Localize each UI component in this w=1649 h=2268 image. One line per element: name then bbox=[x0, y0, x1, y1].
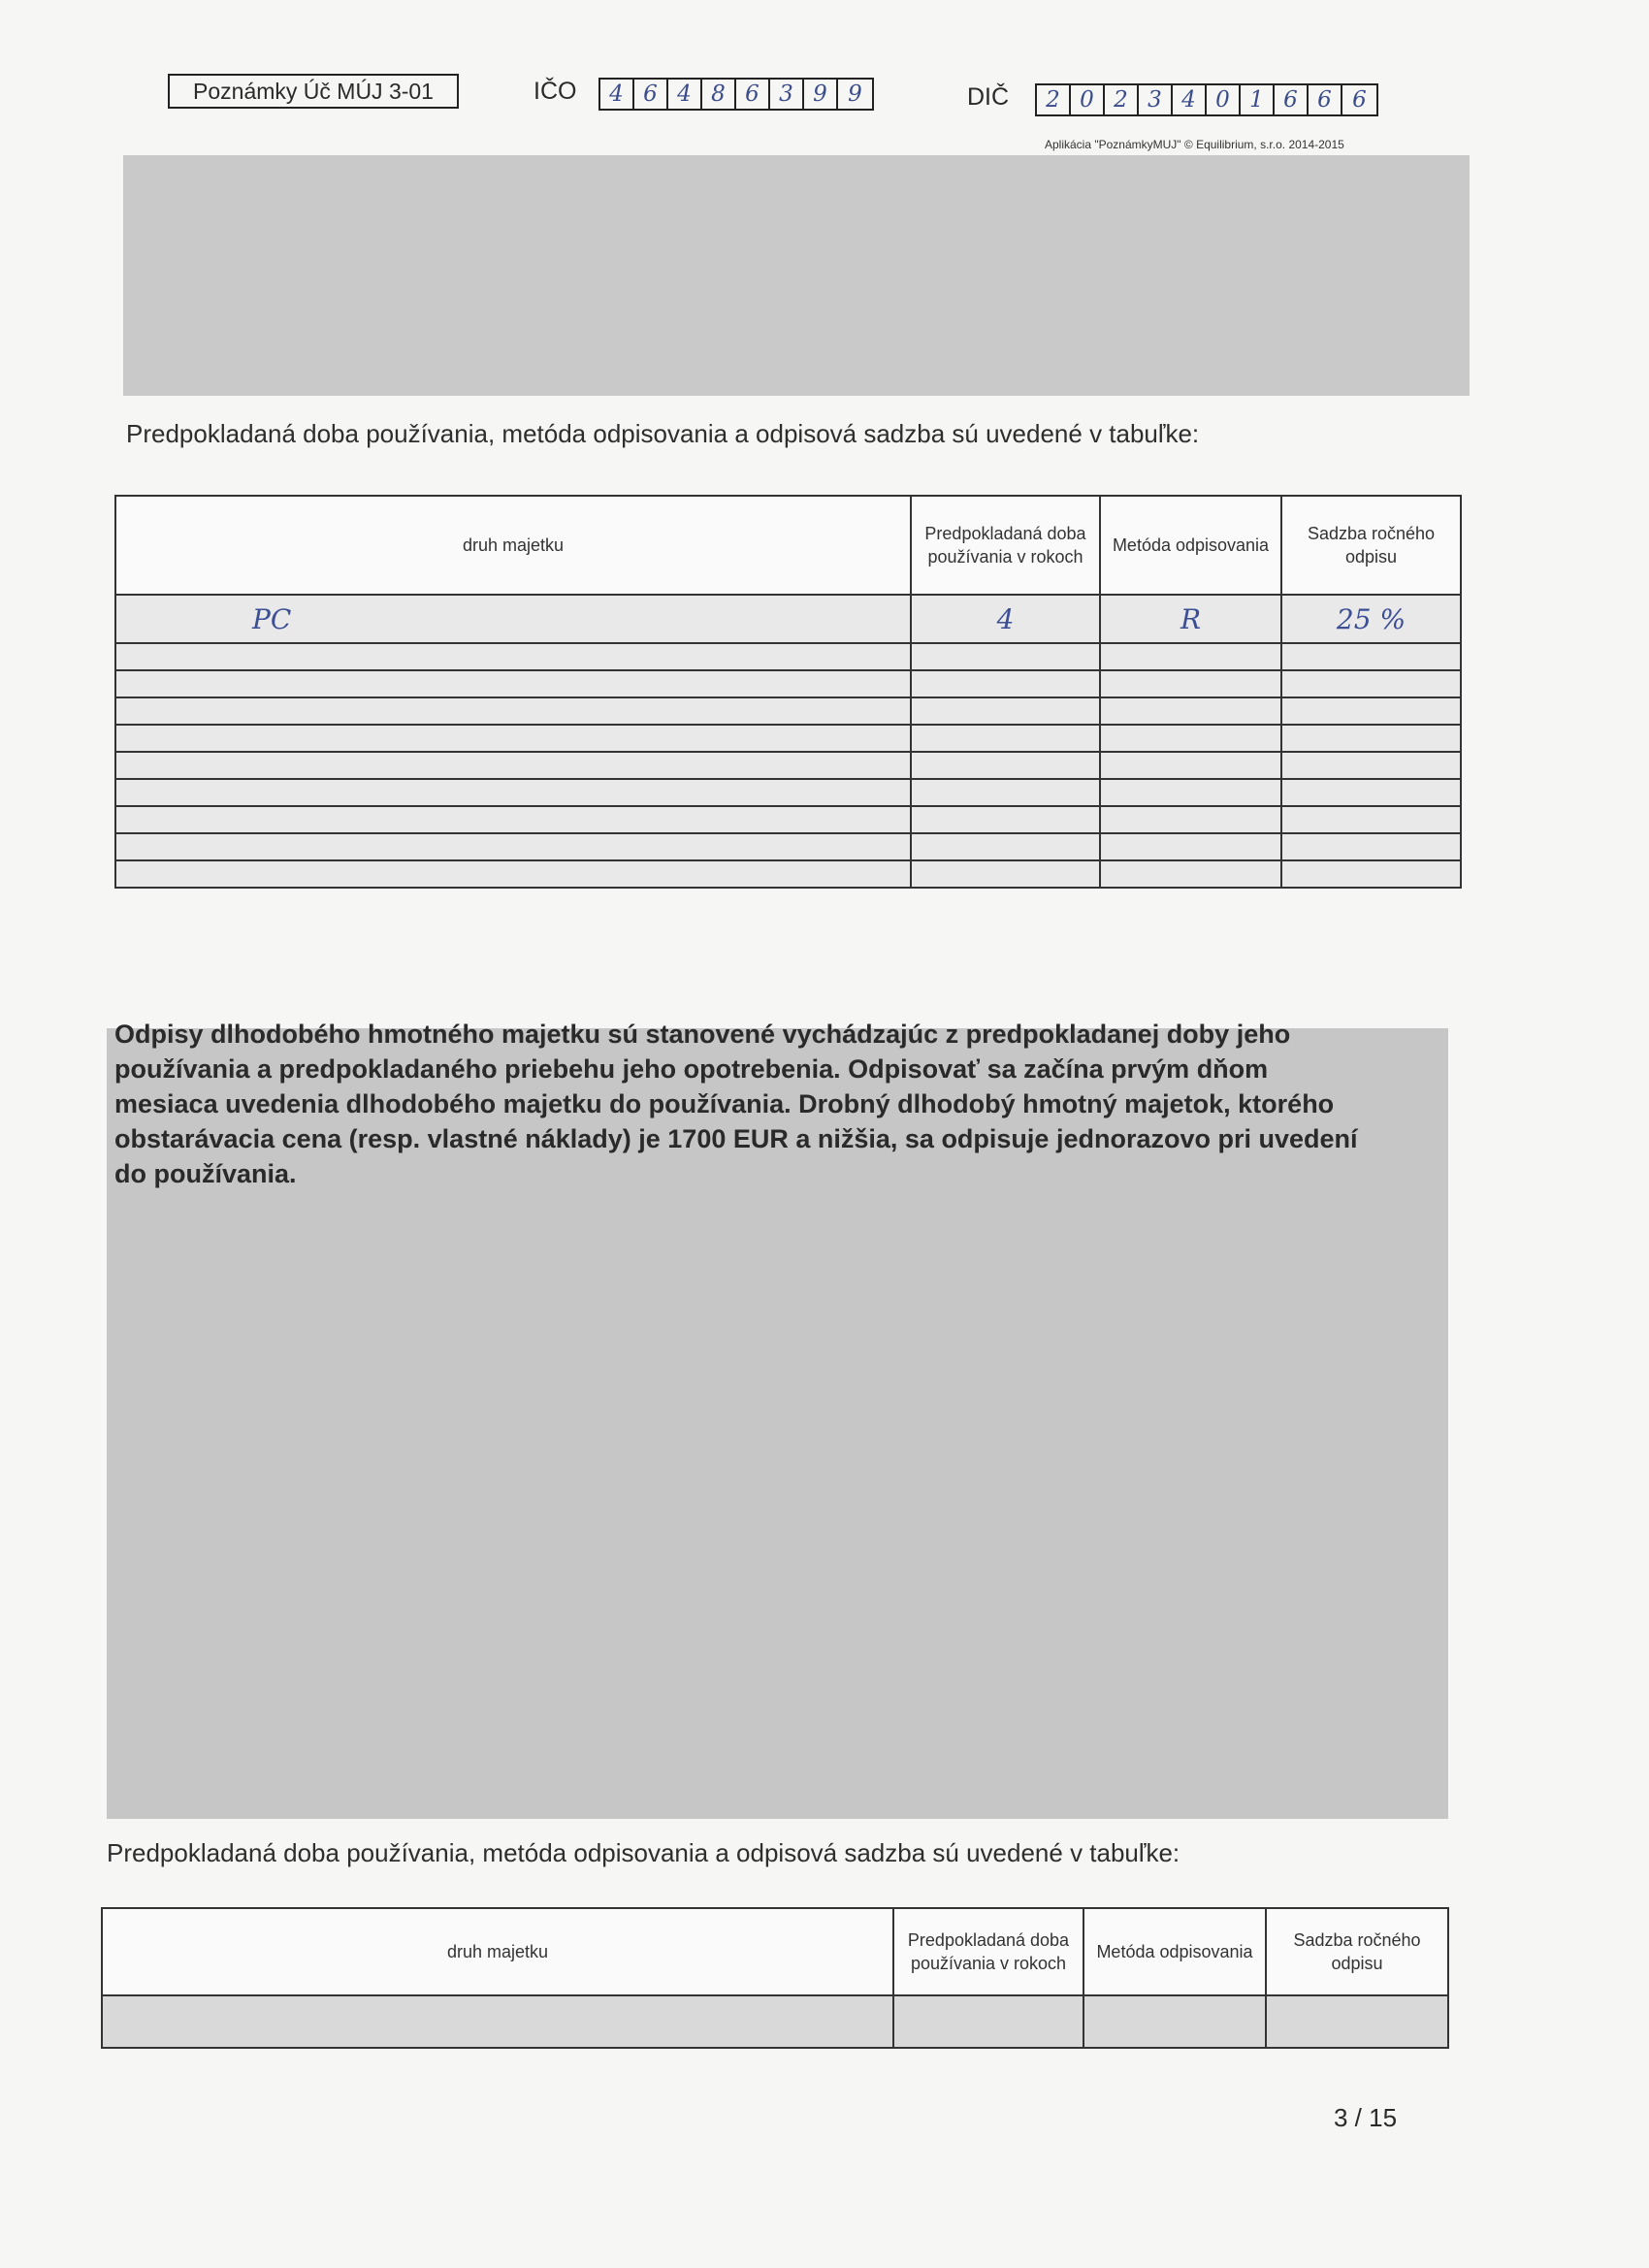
table-row bbox=[115, 595, 1461, 643]
table-row bbox=[115, 725, 1461, 752]
dic-digit: 6 bbox=[1275, 85, 1309, 114]
cell-method: R bbox=[1100, 595, 1281, 643]
ico-digit-boxes bbox=[598, 78, 874, 111]
ico-digit: 9 bbox=[804, 80, 838, 109]
table-row bbox=[115, 752, 1461, 779]
table-row bbox=[102, 1995, 1448, 2048]
table-row bbox=[115, 697, 1461, 725]
ico-digit: 3 bbox=[770, 80, 804, 109]
dic-digit: 6 bbox=[1352, 87, 1367, 113]
col-header-rate: Sadzba ročného odpisu bbox=[1281, 496, 1461, 595]
table-row bbox=[115, 779, 1461, 806]
page-number: 3 / 15 bbox=[1334, 2103, 1398, 2132]
dic-digit: 0 bbox=[1207, 85, 1241, 114]
dic-digit: 2 bbox=[1037, 85, 1071, 114]
ico-digit: 9 bbox=[848, 81, 862, 107]
col-header-method: Metóda odpisovania bbox=[1100, 496, 1281, 595]
ico-digit: 6 bbox=[634, 80, 668, 109]
form-label: Poznámky Úč MÚJ 3-01 bbox=[168, 74, 459, 109]
table-row bbox=[115, 643, 1461, 670]
col-header-method: Metóda odpisovania bbox=[1083, 1908, 1266, 1995]
dic-label: DIČ bbox=[967, 83, 1010, 111]
app-credit: Aplikácia "PoznámkyMUJ" © Equilibrium, s.r.o. 2014-2015 bbox=[1045, 138, 1344, 151]
dic-digit: 1 bbox=[1241, 85, 1275, 114]
col-header-asset-type: druh majetku bbox=[115, 496, 911, 595]
dic-digit: 6 bbox=[1309, 85, 1342, 114]
col-header-useful-life: Predpokladaná doba používania v rokoch bbox=[893, 1908, 1083, 1995]
ico-digit: 4 bbox=[668, 80, 702, 109]
table-row bbox=[115, 806, 1461, 833]
dic-digit: 0 bbox=[1071, 85, 1105, 114]
table-row bbox=[115, 833, 1461, 860]
section-intro: Predpokladaná doba používania, metóda odpisovania a odpisová sadzba sú uvedené v tabuľke: bbox=[107, 1838, 1180, 1867]
table-row bbox=[115, 670, 1461, 697]
col-header-asset-type: druh majetku bbox=[102, 1908, 893, 1995]
cell-asset-type: PC bbox=[115, 595, 911, 643]
depreciation-table-2 bbox=[101, 1907, 1449, 2049]
depreciation-policy-paragraph: Odpisy dlhodobého hmotného majetku sú stanovené vychádzajúc z predpokladanej doby jeho používania a predpokladaného priebehu jeho opotrebenia. Odpisovať sa začína prvým dňom mesiaca uvedenia dlhodobého majetku do používania. Drobný dlhodobý hmotný majetok, ktorého obstarávacia cena (resp. vlastné náklady) je 1700 EUR a nižšia, sa odpisuje jednorazovo pri uvedení do používania. bbox=[114, 1020, 1358, 1188]
col-header-useful-life: Predpokladaná doba používania v rokoch bbox=[911, 496, 1100, 595]
ico-label: IČO bbox=[534, 78, 577, 105]
dic-digit: 2 bbox=[1105, 85, 1139, 114]
dic-digit: 3 bbox=[1139, 85, 1173, 114]
ico-digit: 8 bbox=[702, 80, 736, 109]
ico-digit: 4 bbox=[600, 80, 634, 109]
cell-useful-life: 4 bbox=[911, 595, 1100, 643]
section-intro: Predpokladaná doba používania, metóda odpisovania a odpisová sadzba sú uvedené v tabuľke: bbox=[126, 419, 1200, 448]
cell-rate: 25 % bbox=[1281, 595, 1461, 643]
col-header-rate: Sadzba ročného odpisu bbox=[1266, 1908, 1448, 1995]
depreciation-table bbox=[114, 495, 1462, 889]
table-row bbox=[115, 860, 1461, 888]
dic-digit: 4 bbox=[1173, 85, 1207, 114]
shaded-block bbox=[123, 155, 1470, 396]
ico-digit: 6 bbox=[736, 80, 770, 109]
dic-digit-boxes bbox=[1035, 83, 1378, 116]
